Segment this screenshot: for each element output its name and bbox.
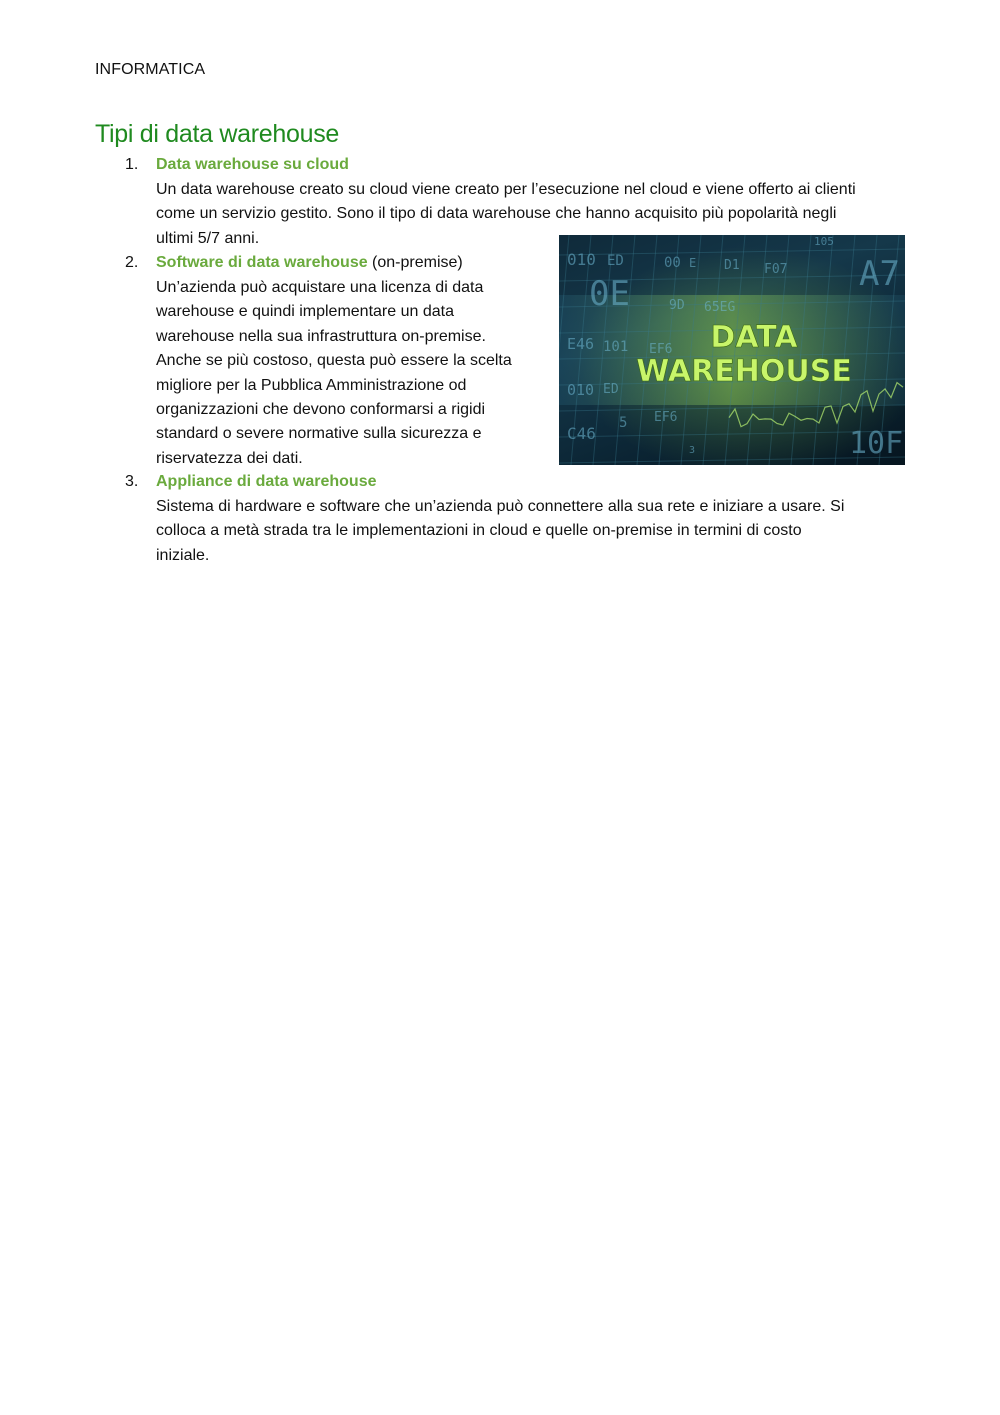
list-heading-2-text: Software di data warehouse: [156, 254, 368, 271]
image-code-glyph: 101: [603, 339, 629, 355]
image-code-glyph: E: [689, 256, 697, 270]
list-body-3: [156, 495, 844, 568]
image-caption-line2: WAREHOUSE: [636, 354, 852, 389]
list-heading-2-suffix: (on-premise): [367, 254, 463, 271]
image-code-glyph: 105: [814, 235, 834, 248]
body-line: organizzazioni che devono conformarsi a rigidi: [156, 401, 486, 419]
list-heading-3-text: Appliance di data warehouse: [156, 473, 377, 490]
image-code-glyph: 00: [664, 255, 681, 271]
image-code-glyph: F07: [764, 262, 788, 277]
list-number-2: 2.: [125, 254, 139, 271]
image-code-glyph: C46: [567, 424, 596, 443]
page-header: INFORMATICA: [95, 61, 206, 78]
body-line: Un’azienda può acquistare una licenza di data: [156, 279, 484, 296]
image-code-glyph: ED: [603, 382, 619, 397]
image-code-glyph: 3: [689, 445, 696, 456]
image-caption-line1: DATA: [710, 320, 798, 355]
image-code-glyph: 010: [567, 250, 596, 269]
image-code-glyph: 0E: [589, 274, 630, 314]
list-heading-3: [156, 473, 377, 491]
image-code-glyph: EF6: [654, 410, 678, 425]
body-line: iniziale.: [156, 546, 210, 564]
list-number-1: 1.: [125, 156, 139, 173]
image-code-glyph: E46: [567, 335, 595, 353]
list-heading-1: [156, 156, 349, 174]
body-line: colloca a metà strada tra le implementazioni in cloud e quelle on-premise in termini di costo: [156, 522, 802, 540]
image-code-glyph: 5: [619, 415, 628, 431]
body-line: standard o severe normative sulla sicurezza e: [156, 425, 482, 443]
image-code-glyph: 9D: [669, 298, 685, 313]
image-code-glyph: 010: [567, 381, 595, 399]
image-code-glyph: 10F: [849, 426, 904, 461]
body-line: migliore per la Pubblica Amministrazione od: [156, 376, 467, 394]
body-line: come un servizio gestito. Sono il tipo di data warehouse che hanno acquisito più popolarità negli: [156, 205, 837, 223]
image-code-glyph: A7: [859, 254, 900, 294]
body-line: ultimi 5/7 anni.: [156, 229, 260, 247]
list-heading-2: [156, 254, 463, 272]
image-code-glyph: D1: [724, 258, 740, 273]
data-warehouse-image: [559, 235, 905, 465]
data-warehouse-illustration: [559, 235, 905, 465]
page-title: Tipi di data warehouse: [95, 120, 340, 148]
body-line: Sistema di hardware e software che un’azienda può connettere alla sua rete e iniziare a usare. Si: [156, 498, 845, 515]
body-line: Un data warehouse creato su cloud viene creato per l’esecuzione nel cloud e viene offerto ai clienti: [156, 181, 856, 198]
image-code-glyph: ED: [607, 253, 624, 269]
list-body-2: [156, 276, 512, 471]
image-code-glyph: 65EG: [704, 300, 736, 315]
list-heading-1-text: Data warehouse su cloud: [156, 156, 349, 173]
body-line: Anche se più costoso, questa può essere la scelta: [156, 352, 512, 370]
body-line: warehouse e quindi implementare un data: [156, 303, 454, 321]
list-number-3: 3.: [125, 473, 139, 490]
body-line: warehouse nella sua infrastruttura on-premise.: [156, 327, 486, 345]
body-line: riservatezza dei dati.: [156, 449, 303, 467]
image-code-glyph: EF6: [649, 342, 673, 357]
